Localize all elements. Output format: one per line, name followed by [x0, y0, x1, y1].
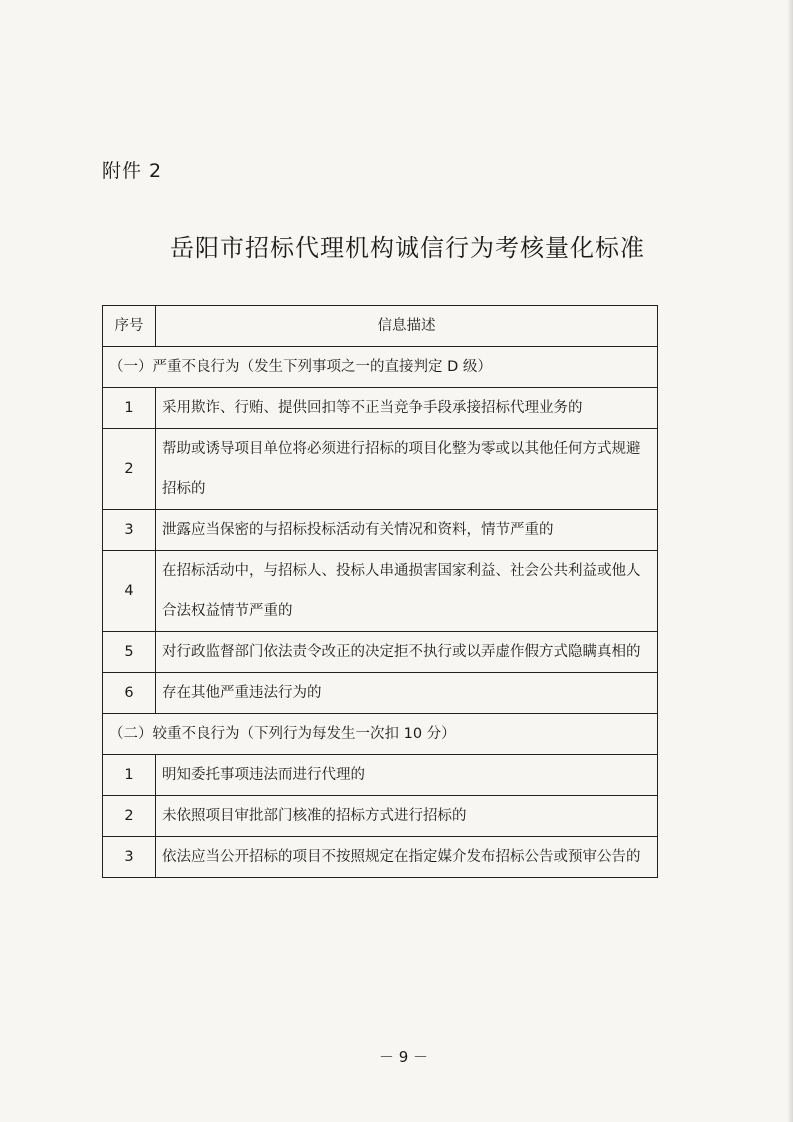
row-description: 采用欺诈、行贿、提供回扣等不正当竞争手段承接招标代理业务的 — [156, 388, 658, 429]
row-description: 在招标活动中，与招标人、投标人串通损害国家利益、社会公共利益或他人合法权益情节严重的 — [156, 551, 658, 632]
row-number: 1 — [103, 755, 156, 796]
row-number: 6 — [103, 673, 156, 714]
row-number: 3 — [103, 510, 156, 551]
row-number: 1 — [103, 388, 156, 429]
attachment-label: 附件 2 — [102, 160, 163, 182]
section-heading: （一）严重不良行为（发生下列事项之一的直接判定 D 级） — [103, 347, 658, 388]
row-description: 存在其他严重违法行为的 — [156, 673, 658, 714]
row-description: 未依照项目审批部门核准的招标方式进行招标的 — [156, 796, 658, 837]
row-number: 3 — [103, 837, 156, 878]
row-description: 帮助或诱导项目单位将必须进行招标的项目化整为零或以其他任何方式规避招标的 — [156, 429, 658, 510]
section-heading-row — [103, 714, 658, 755]
row-number: 2 — [103, 796, 156, 837]
table-header-row — [103, 306, 658, 347]
table-row — [103, 551, 658, 632]
row-number: 5 — [103, 632, 156, 673]
section-heading: （二）较重不良行为（下列行为每发生一次扣 10 分） — [103, 714, 658, 755]
header-description: 信息描述 — [156, 306, 658, 347]
document-title: 岳阳市招标代理机构诚信行为考核量化标准 — [170, 234, 645, 262]
row-description: 对行政监督部门依法责令改正的决定拒不执行或以弄虚作假方式隐瞒真相的 — [156, 632, 658, 673]
page-number: － 9 － — [378, 1048, 429, 1066]
table-row — [103, 755, 658, 796]
row-description: 明知委托事项违法而进行代理的 — [156, 755, 658, 796]
row-description: 依法应当公开招标的项目不按照规定在指定媒介发布招标公告或预审公告的 — [156, 837, 658, 878]
table-row — [103, 388, 658, 429]
criteria-table — [102, 305, 658, 878]
row-number: 2 — [103, 429, 156, 510]
table-row — [103, 837, 658, 878]
table-row — [103, 673, 658, 714]
header-number: 序号 — [103, 306, 156, 347]
row-number: 4 — [103, 551, 156, 632]
scan-edge — [787, 0, 793, 1122]
section-heading-row — [103, 347, 658, 388]
table-row — [103, 429, 658, 510]
row-description: 泄露应当保密的与招标投标活动有关情况和资料，情节严重的 — [156, 510, 658, 551]
table-row — [103, 510, 658, 551]
table-row — [103, 632, 658, 673]
table-row — [103, 796, 658, 837]
